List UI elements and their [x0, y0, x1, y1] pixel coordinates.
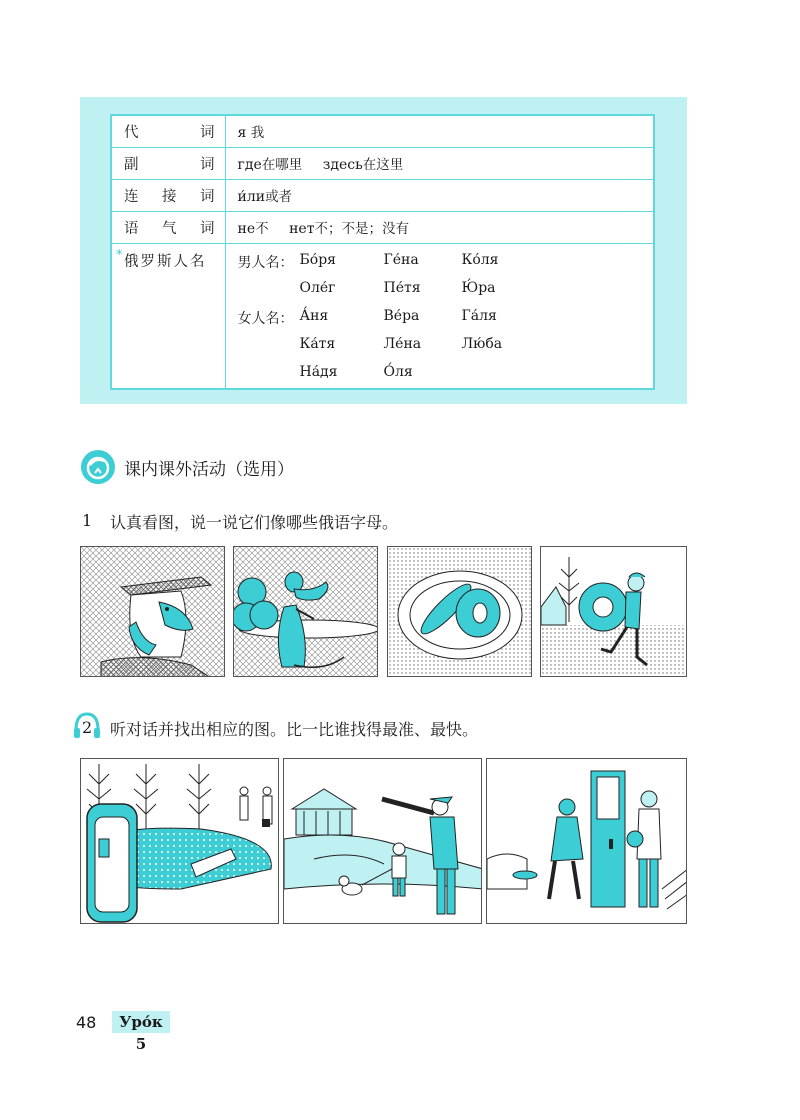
exercise-2-number: 2 [82, 718, 93, 737]
exercise-2-picture-policeman [283, 758, 482, 924]
optional-asterisk: * [116, 247, 125, 263]
vocab-row-conjunction [111, 179, 654, 211]
chinese-gloss: 或者 [265, 189, 293, 205]
vocabulary-panel [80, 97, 687, 404]
exercise-1-picture-plate [387, 546, 532, 677]
exercise-2-instruction: 听对话并找出相应的图。比一比谁找得最准、最快。 [110, 720, 479, 739]
male-names-label: 男人名： [237, 254, 294, 271]
exercise-1-instruction: 认真看图，说一说它们像哪些俄语字母。 [110, 513, 399, 532]
name-item: Ка́тя [299, 335, 336, 352]
part-of-speech: 连 接 词 [111, 179, 225, 211]
part-of-speech: 语 气 词 [111, 211, 225, 243]
name-item: Ко́ля [461, 251, 499, 268]
lesson-badge: Уро́к 5 [112, 1011, 170, 1033]
russian-word: нет [289, 221, 315, 237]
name-item: Ге́на [383, 251, 419, 268]
name-item: Ю́ра [461, 279, 496, 296]
vocab-row-particle [111, 211, 654, 243]
part-of-speech: 副 词 [111, 147, 225, 179]
chinese-gloss: 我 [250, 125, 265, 142]
name-item: О́ля [383, 363, 413, 380]
name-item: А́ня [299, 307, 329, 324]
activity-icon [78, 447, 118, 487]
name-item: Оле́г [299, 279, 336, 296]
chinese-gloss: 在这里 [362, 157, 404, 173]
russian-word: и́ли [237, 189, 266, 205]
russian-word: я [237, 125, 247, 142]
exercise-1-picture-boy [540, 546, 687, 677]
page-number: 48 [76, 1013, 97, 1032]
russian-word: здесь [322, 157, 363, 173]
chinese-gloss: 不 [255, 221, 269, 237]
exercise-1-number: 1 [82, 511, 93, 530]
vocab-row-names [111, 243, 654, 389]
vocab-row-pronoun [111, 115, 654, 147]
part-of-speech: 代 词 [111, 115, 225, 147]
chinese-gloss: 在哪里 [261, 157, 303, 173]
part-of-speech: 俄罗斯人名 [124, 253, 207, 270]
vocab-row-adverb [111, 147, 654, 179]
name-item: Ве́ра [383, 307, 420, 324]
russian-word: где [237, 157, 262, 173]
female-names-label: 女人名： [237, 310, 294, 327]
name-item: Га́ля [461, 307, 497, 324]
section-title: 课内课外活动（选用） [124, 460, 294, 480]
exercise-2-picture-door [486, 758, 687, 924]
name-item: Лю́ба [461, 335, 503, 352]
exercise-2-picture-phone-booth [80, 758, 279, 924]
vocabulary-table [110, 114, 655, 390]
name-item: Ле́на [383, 335, 422, 352]
russian-word: не [237, 221, 256, 237]
name-item: Бо́ря [299, 251, 337, 268]
name-item: На́дя [299, 363, 338, 380]
name-item: Пе́тя [383, 279, 421, 296]
names-grid [238, 244, 654, 388]
chinese-gloss: 不；不是；没有 [314, 221, 409, 237]
exercise-1-picture-mouse [233, 546, 378, 677]
exercise-1-picture-man [80, 546, 225, 677]
